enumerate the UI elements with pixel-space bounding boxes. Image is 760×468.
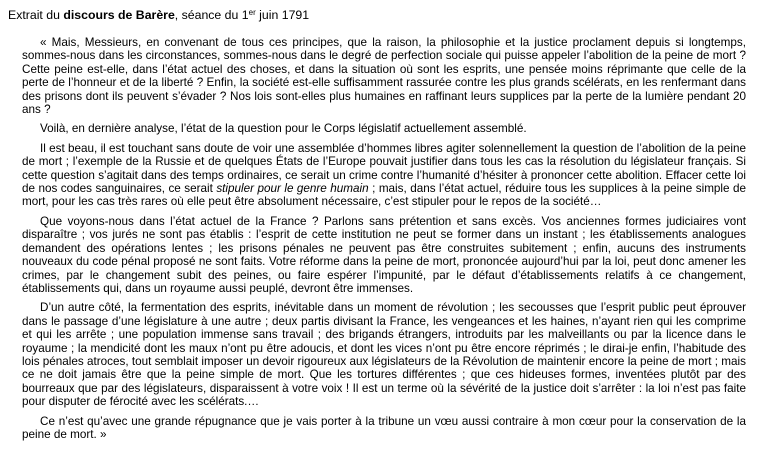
- paragraph-4: Que voyons-nous dans l’état actuel de la France ? Parlons sans prétention et sans excès. Vos anciennes formes judiciaires vont disparaître ; vos jurés ne sont pas établis : l’esprit de cette institution ne peut se former dans un instant ; les établissements analogues demandent des opérations lentes ; les prisons pénales ne peuvent pas être construites subitement ; enfin, aucuns des instruments nouveaux du code pénal proposé ne sont faits. Votre réforme dans la peine de mort, prononcée aujourd’hui par la loi, peut donc amener les crimes, par le changement subit des peines, ou faire espérer l’impunité, par le défaut d’établissements relatifs à ce changement, établissements qui, dans un royaume aussi peuplé, devront être immenses.: [22, 214, 746, 295]
- heading-ordinal-superscript: er: [248, 8, 256, 17]
- heading-prefix: Extrait du: [8, 8, 64, 22]
- heading-date: juin 1791: [255, 8, 310, 22]
- paragraph-3: [8, 142, 746, 209]
- heading-speech-title: discours de Barère: [63, 8, 175, 22]
- paragraph-5: D’un autre côté, la fermentation des esprits, inévitable dans un moment de révolution ; les secousses que l’esprit public peut éprouver dans le passage d’une législature à une autre ; deux partis divisant la France, les vengeances et les haines, n’ayant rien qui les comprime et qui les arrête ; une population immense sans travail ; des brigands étrangers, introduits par les malveillants ou par la licence dans le royaume ; la mendicité dont les maux n’ont pu être adoucis, et dont les vices n’ont pu être encore réprimés ; le dirai-je enfin, l’habitude des lois pénales atroces, tout semblait imposer un devoir rigoureux aux législateurs de la Révolution de maintenir encore la peine de mort ; mais ce ne doit jamais être que la peine simple de mort. Que les tortures différentes ; que ces hideuses formes, inventées plutôt par des bourreaux que par des législateurs, disparaissent à votre voix ! Il est un terme où la sévérité de la justice doit s’arrêter : la loi n’est pas faite pour disputer de férocité avec les scélérats.…: [22, 301, 746, 409]
- paragraph-3-italic-phrase: stipuler pour le genre humain: [216, 182, 369, 196]
- paragraph-6: Ce n’est qu’avec une grande répugnance que je vais porter à la tribune un vœu aussi contraire à mon cœur pour la conservation de la peine de mort. »: [22, 414, 746, 441]
- paragraph-1: « Mais, Messieurs, en convenant de tous ces principes, que la raison, la philosophie et la justice proclament depuis si longtemps, sommes-nous dans les circonstances, sommes-nous dans le degré de perfection sociale qui puisse appeler l’abolition de la peine de mort ? Cette peine est-elle, dans l’état actuel des choses, et dans la situation où sont les esprits, une pensée moins réprimante que celle de la perte de l’honneur et de la liberté ? Enfin, la société est-elle suffisamment rassurée contre les plus grands scélérats, en les renfermant dans des prisons dont ils peuvent s’évader ? Nos lois sont-elles plus humaines en raffinant leurs supplices par la perte de la lumière pendant 20 ans ?: [22, 36, 746, 117]
- paragraph-2: Voilà, en dernière analyse, l’état de la question pour le Corps législatif actuellement assemblé.: [40, 122, 527, 136]
- heading-session: , séance du 1: [174, 8, 249, 22]
- document-heading: [8, 8, 746, 23]
- paragraph-3-after: ; mais, dans l’état actuel, réduire tous les supplices à la peine simple de mort, pour les cas très rares où elle peut être absolument nécessaire, c’est stipuler pour le repos de la société…: [22, 182, 746, 209]
- paragraph-3-before: Il est beau, il est touchant sans doute de voir une assemblée d’hommes libres agiter solennellement la question de l’abolition de la peine de mort ; l’exemple de la Russie et de quelques États de l’Europe pouvait justifier dans tous les cas la résolution du législateur français. Si cette question s’agitait dans des temps ordinaires, ce serait un crime contre l’humanité d’hésiter à prononcer cette abolition. Effacer cette loi de nos codes sanguinaires, ce serait: [22, 141, 746, 196]
